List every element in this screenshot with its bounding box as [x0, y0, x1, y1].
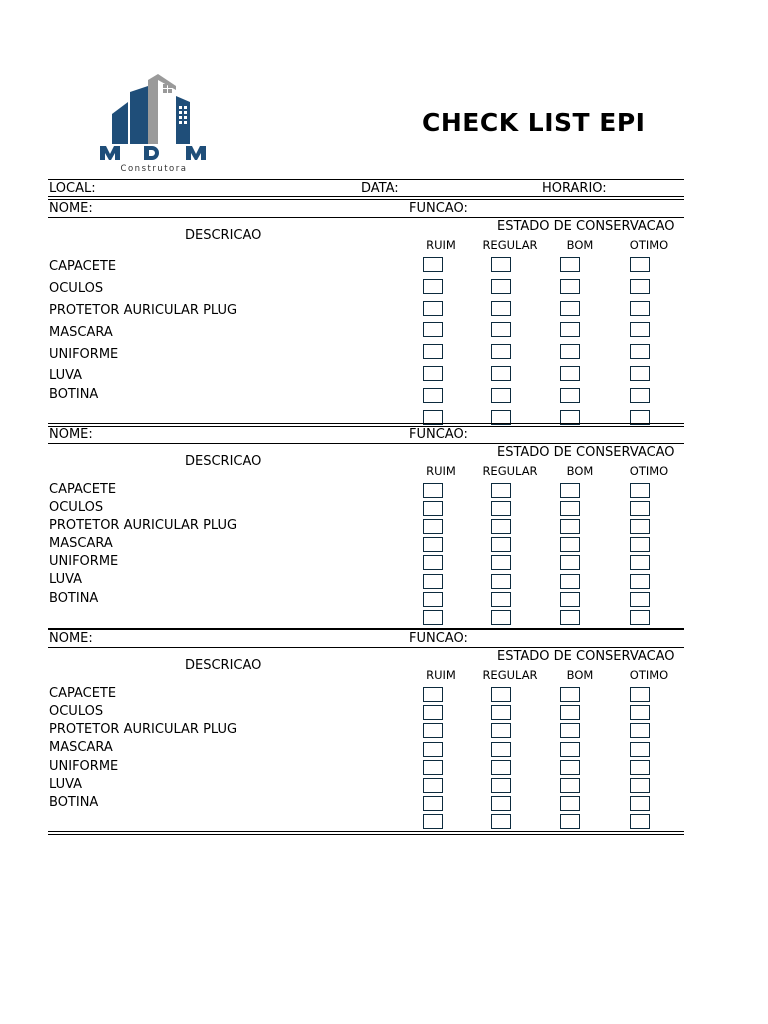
rating-checkbox-bom[interactable] — [560, 344, 580, 359]
rating-header-regular: REGULAR — [482, 464, 538, 478]
rating-checkbox-bom[interactable] — [560, 519, 580, 534]
rating-checkbox-regular[interactable] — [491, 388, 511, 403]
rating-checkbox-otimo[interactable] — [630, 501, 650, 516]
item-label: OCULOS — [49, 500, 104, 515]
rating-checkbox-otimo[interactable] — [630, 537, 650, 552]
rating-header-otimo: OTIMO — [629, 238, 669, 252]
funcao-label: FUNCAO: — [409, 201, 468, 216]
rating-checkbox-otimo[interactable] — [630, 723, 650, 738]
rating-checkbox-regular[interactable] — [491, 760, 511, 775]
rating-checkbox-regular[interactable] — [491, 279, 511, 294]
item-label: CAPACETE — [49, 686, 117, 701]
item-label: UNIFORME — [49, 554, 119, 569]
rating-checkbox-regular[interactable] — [491, 344, 511, 359]
rating-checkbox-ruim[interactable] — [423, 301, 443, 316]
rating-checkbox-regular[interactable] — [491, 257, 511, 272]
rating-checkbox-bom[interactable] — [560, 610, 580, 625]
rating-checkbox-regular[interactable] — [491, 537, 511, 552]
rating-checkbox-otimo[interactable] — [630, 687, 650, 702]
rating-checkbox-regular[interactable] — [491, 555, 511, 570]
rating-checkbox-ruim[interactable] — [423, 778, 443, 793]
rating-checkbox-otimo[interactable] — [630, 519, 650, 534]
rating-checkbox-regular[interactable] — [491, 610, 511, 625]
rating-header-ruim: RUIM — [426, 464, 456, 478]
rating-checkbox-otimo[interactable] — [630, 301, 650, 316]
page-title: CHECK LIST EPI — [422, 108, 646, 137]
rating-checkbox-regular[interactable] — [491, 322, 511, 337]
rating-checkbox-ruim[interactable] — [423, 705, 443, 720]
rating-checkbox-ruim[interactable] — [423, 344, 443, 359]
rating-checkbox-bom[interactable] — [560, 574, 580, 589]
rating-checkbox-otimo[interactable] — [630, 574, 650, 589]
section-divider — [48, 628, 684, 630]
section-divider — [48, 423, 684, 427]
rating-checkbox-otimo[interactable] — [630, 555, 650, 570]
rating-checkbox-bom[interactable] — [560, 723, 580, 738]
rating-checkbox-bom[interactable] — [560, 778, 580, 793]
rating-checkbox-otimo[interactable] — [630, 778, 650, 793]
building-logo-icon — [98, 72, 210, 174]
rating-header-ruim: RUIM — [426, 238, 456, 252]
rating-checkbox-regular[interactable] — [491, 519, 511, 534]
rating-checkbox-bom[interactable] — [560, 257, 580, 272]
divider — [48, 179, 684, 180]
divider — [48, 196, 684, 200]
rating-checkbox-bom[interactable] — [560, 322, 580, 337]
rating-checkbox-regular[interactable] — [491, 796, 511, 811]
rating-checkbox-otimo[interactable] — [630, 760, 650, 775]
rating-checkbox-ruim[interactable] — [423, 519, 443, 534]
item-label: LUVA — [49, 572, 83, 587]
rating-header-bom: BOM — [566, 464, 594, 478]
item-label: BOTINA — [49, 387, 99, 402]
rating-checkbox-bom[interactable] — [560, 796, 580, 811]
descricao-header: DESCRICAO — [185, 228, 262, 243]
item-label: MASCARA — [49, 740, 113, 755]
rating-checkbox-otimo[interactable] — [630, 344, 650, 359]
rating-checkbox-regular[interactable] — [491, 705, 511, 720]
rating-checkbox-regular[interactable] — [491, 501, 511, 516]
rating-checkbox-regular[interactable] — [491, 742, 511, 757]
rating-header-regular: REGULAR — [482, 238, 538, 252]
rating-checkbox-ruim[interactable] — [423, 723, 443, 738]
divider — [48, 217, 684, 218]
rating-checkbox-bom[interactable] — [560, 687, 580, 702]
rating-checkbox-bom[interactable] — [560, 592, 580, 607]
rating-checkbox-ruim[interactable] — [423, 366, 443, 381]
item-label: CAPACETE — [49, 259, 117, 274]
rating-checkbox-ruim[interactable] — [423, 257, 443, 272]
rating-checkbox-otimo[interactable] — [630, 279, 650, 294]
item-label: OCULOS — [49, 704, 104, 719]
item-label: PROTETOR AURICULAR PLUG — [49, 518, 238, 533]
rating-checkbox-ruim[interactable] — [423, 742, 443, 757]
rating-checkbox-bom[interactable] — [560, 705, 580, 720]
rating-checkbox-regular[interactable] — [491, 687, 511, 702]
rating-checkbox-regular[interactable] — [491, 574, 511, 589]
rating-checkbox-bom[interactable] — [560, 742, 580, 757]
rating-checkbox-regular[interactable] — [491, 814, 511, 829]
rating-checkbox-ruim[interactable] — [423, 537, 443, 552]
rating-checkbox-bom[interactable] — [560, 501, 580, 516]
divider — [48, 443, 684, 444]
nome-label: NOME: — [49, 201, 93, 216]
rating-header-otimo: OTIMO — [629, 668, 669, 682]
descricao-header: DESCRICAO — [185, 454, 262, 469]
rating-checkbox-regular[interactable] — [491, 483, 511, 498]
item-label: LUVA — [49, 777, 83, 792]
rating-checkbox-otimo[interactable] — [630, 366, 650, 381]
rating-checkbox-otimo[interactable] — [630, 322, 650, 337]
section-divider — [48, 831, 684, 835]
rating-checkbox-ruim[interactable] — [423, 279, 443, 294]
estado-header: ESTADO DE CONSERVACAO — [497, 220, 675, 234]
rating-checkbox-ruim[interactable] — [423, 814, 443, 829]
rating-checkbox-otimo[interactable] — [630, 388, 650, 403]
funcao-label: FUNCAO: — [409, 427, 468, 442]
nome-label: NOME: — [49, 631, 93, 646]
horario-label: HORARIO: — [542, 181, 607, 196]
item-label: CAPACETE — [49, 482, 117, 497]
rating-header-ruim: RUIM — [426, 668, 456, 682]
rating-checkbox-ruim[interactable] — [423, 610, 443, 625]
rating-checkbox-otimo[interactable] — [630, 705, 650, 720]
rating-checkbox-ruim[interactable] — [423, 555, 443, 570]
nome-label: NOME: — [49, 427, 93, 442]
rating-checkbox-bom[interactable] — [560, 483, 580, 498]
estado-header: ESTADO DE CONSERVACAO — [497, 446, 675, 460]
funcao-label: FUNCAO: — [409, 631, 468, 646]
item-label: BOTINA — [49, 591, 99, 606]
rating-checkbox-otimo[interactable] — [630, 592, 650, 607]
rating-header-otimo: OTIMO — [629, 464, 669, 478]
rating-checkbox-ruim[interactable] — [423, 760, 443, 775]
rating-header-bom: BOM — [566, 238, 594, 252]
rating-checkbox-otimo[interactable] — [630, 610, 650, 625]
item-label: MASCARA — [49, 536, 113, 551]
rating-checkbox-ruim[interactable] — [423, 322, 443, 337]
item-label: UNIFORME — [49, 759, 119, 774]
rating-checkbox-bom[interactable] — [560, 279, 580, 294]
rating-checkbox-ruim[interactable] — [423, 796, 443, 811]
svg-text:Construtora: Construtora — [120, 164, 188, 174]
divider — [48, 647, 684, 648]
rating-checkbox-ruim[interactable] — [423, 388, 443, 403]
rating-checkbox-regular[interactable] — [491, 366, 511, 381]
rating-checkbox-ruim[interactable] — [423, 501, 443, 516]
rating-checkbox-otimo[interactable] — [630, 257, 650, 272]
descricao-header: DESCRICAO — [185, 658, 262, 673]
rating-checkbox-regular[interactable] — [491, 723, 511, 738]
rating-checkbox-otimo[interactable] — [630, 742, 650, 757]
item-label: UNIFORME — [49, 347, 119, 362]
rating-checkbox-regular[interactable] — [491, 301, 511, 316]
rating-checkbox-otimo[interactable] — [630, 814, 650, 829]
rating-checkbox-bom[interactable] — [560, 366, 580, 381]
data-label: DATA: — [361, 181, 399, 196]
rating-checkbox-ruim[interactable] — [423, 574, 443, 589]
rating-checkbox-bom[interactable] — [560, 388, 580, 403]
rating-checkbox-ruim[interactable] — [423, 483, 443, 498]
rating-checkbox-bom[interactable] — [560, 760, 580, 775]
item-label: BOTINA — [49, 795, 99, 810]
rating-checkbox-bom[interactable] — [560, 814, 580, 829]
item-label: PROTETOR AURICULAR PLUG — [49, 722, 238, 737]
rating-checkbox-ruim[interactable] — [423, 592, 443, 607]
rating-header-regular: REGULAR — [482, 668, 538, 682]
rating-checkbox-otimo[interactable] — [630, 483, 650, 498]
item-label: PROTETOR AURICULAR PLUG — [49, 303, 238, 318]
rating-checkbox-ruim[interactable] — [423, 687, 443, 702]
rating-checkbox-bom[interactable] — [560, 301, 580, 316]
rating-header-bom: BOM — [566, 668, 594, 682]
rating-checkbox-bom[interactable] — [560, 555, 580, 570]
local-label: LOCAL: — [49, 181, 96, 196]
item-label: MASCARA — [49, 325, 113, 340]
rating-checkbox-otimo[interactable] — [630, 796, 650, 811]
rating-checkbox-bom[interactable] — [560, 537, 580, 552]
rating-checkbox-regular[interactable] — [491, 592, 511, 607]
item-label: LUVA — [49, 368, 83, 383]
estado-header: ESTADO DE CONSERVACAO — [497, 650, 675, 664]
item-label: OCULOS — [49, 281, 104, 296]
rating-checkbox-regular[interactable] — [491, 778, 511, 793]
